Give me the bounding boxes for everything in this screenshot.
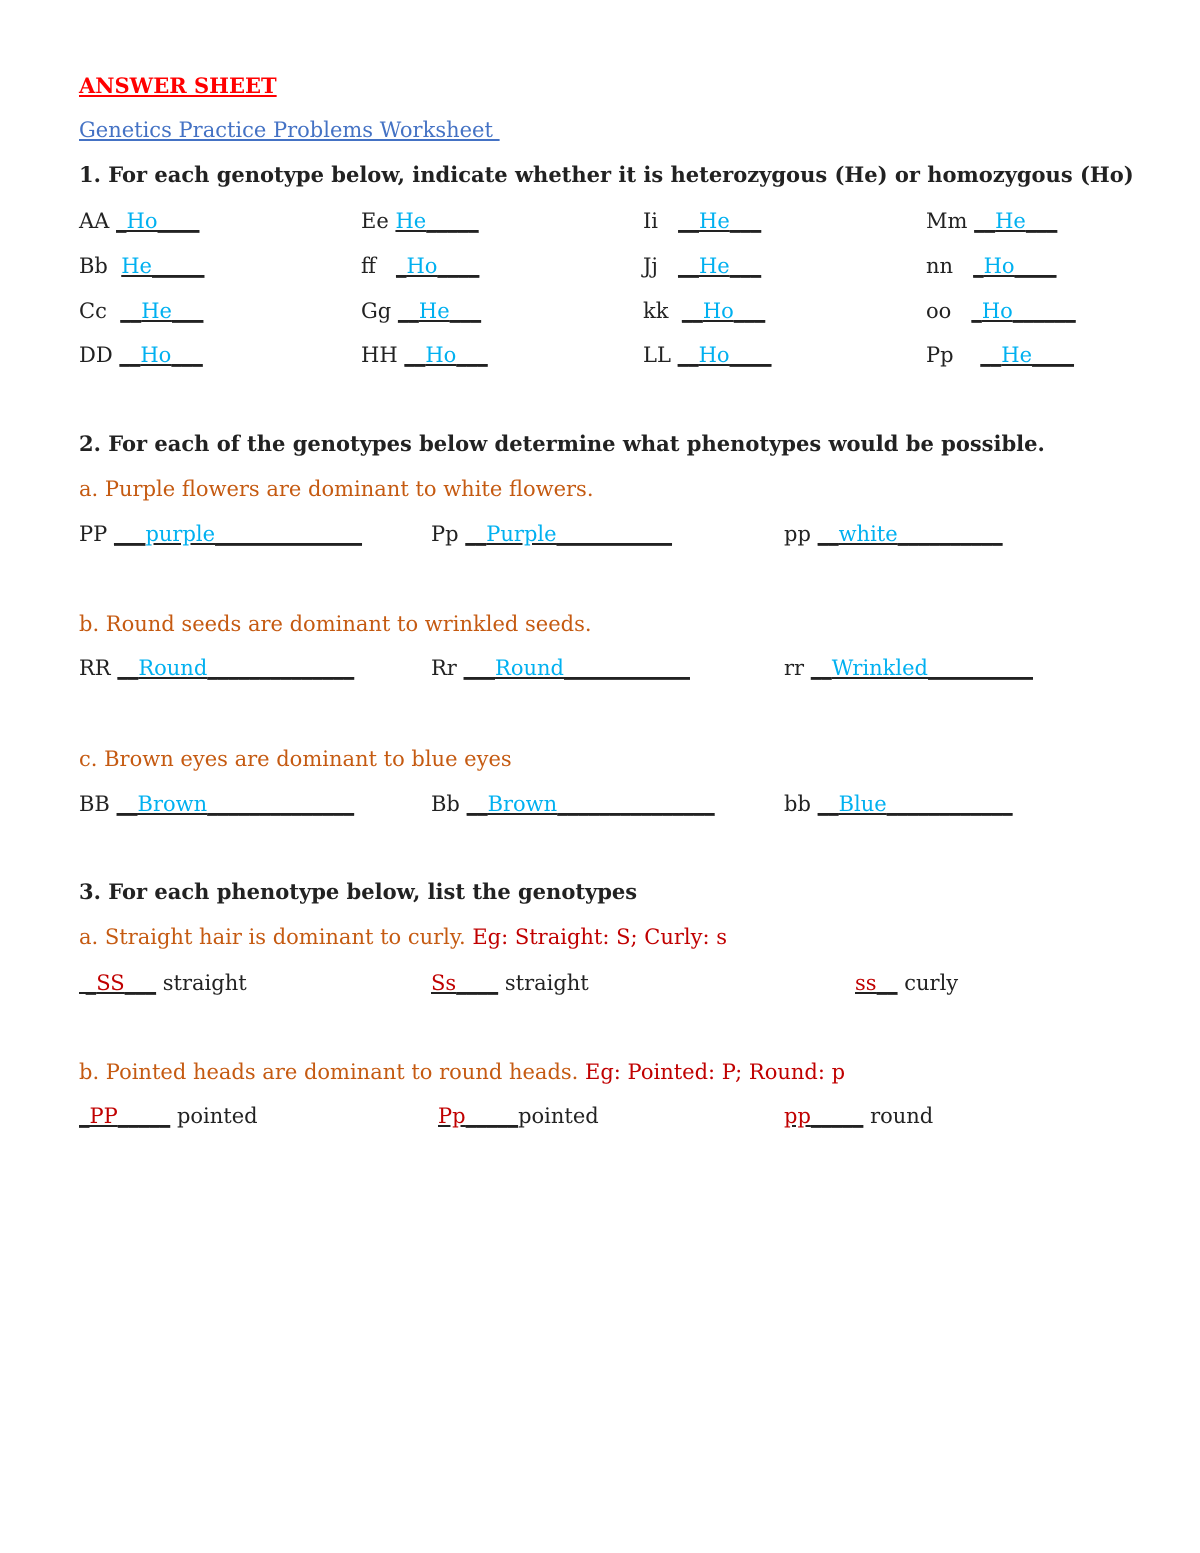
blank-post: ______	[1012, 299, 1076, 323]
blank-post: __	[876, 971, 898, 995]
answer: He	[698, 254, 730, 278]
q2a-answers	[0, 519, 1200, 549]
blank-pre: ___	[463, 656, 496, 680]
q1-item	[361, 296, 481, 326]
answer: He	[141, 299, 172, 323]
blank-post: ____________	[563, 656, 690, 680]
blank-pre: __	[119, 343, 141, 367]
blank-pre: __	[678, 209, 700, 233]
genotype: ff	[361, 254, 396, 278]
q1-item	[926, 251, 1057, 281]
answer: He	[395, 209, 427, 233]
worksheet-title: Genetics Practice Problems Worksheet	[79, 118, 500, 142]
blank-post: ___	[456, 343, 488, 367]
genotype: Bb	[79, 254, 122, 278]
answer-blank	[678, 209, 761, 233]
blank-pre: __	[817, 792, 839, 816]
blank-post: ____	[1014, 254, 1057, 278]
answer-blank	[855, 971, 898, 995]
q3-item	[431, 968, 589, 998]
q2-item	[784, 519, 1003, 549]
answer-blank	[431, 971, 498, 995]
q3-item	[79, 968, 247, 998]
blank-post: ____	[1032, 343, 1075, 367]
phenotype-label: curly	[897, 971, 959, 995]
q1-item	[79, 340, 203, 370]
q2-item	[431, 789, 715, 819]
answer-blank	[404, 343, 487, 367]
answer: white	[838, 522, 898, 546]
q2b-statement: b. Round seeds are dominant to wrinkled seeds.	[79, 612, 592, 636]
genotype: Pp	[431, 522, 466, 546]
q1-item	[79, 296, 203, 326]
blank-post: ___	[449, 299, 482, 323]
genotype: Rr	[431, 656, 464, 680]
answer-blank	[811, 656, 1033, 680]
blank-post: ___	[729, 209, 762, 233]
blank-post: ______________	[207, 656, 355, 680]
answer-blank	[784, 1104, 863, 1128]
answer-blank	[980, 343, 1074, 367]
blank-pre: __	[980, 343, 1002, 367]
q3a-answers	[0, 968, 1200, 998]
blank-post: _____	[117, 1104, 171, 1128]
blank-pre: _	[79, 1104, 90, 1128]
q1-item	[643, 251, 761, 281]
answer: He	[121, 254, 152, 278]
phenotype-label: pointed	[518, 1104, 599, 1128]
answer: Ho	[983, 254, 1015, 278]
answer-blank	[973, 254, 1056, 278]
blank-post: ___	[171, 299, 204, 323]
genotype: AA	[79, 209, 117, 233]
blank-post: _____	[465, 1104, 519, 1128]
q2-item	[79, 789, 354, 819]
blank-post: __________	[897, 522, 1003, 546]
genotype: pp	[784, 522, 818, 546]
answer: Brown	[137, 792, 208, 816]
q2b-statement-line	[0, 609, 1200, 639]
answer-sheet-heading: ANSWER SHEET	[79, 73, 277, 98]
genotype: rr	[784, 656, 811, 680]
q3a-statement-line	[0, 922, 1200, 952]
q1-item	[926, 296, 1076, 326]
answer: Ho	[140, 343, 172, 367]
answer: Ho	[981, 299, 1013, 323]
answer: Ho	[406, 254, 438, 278]
answer-blank	[678, 343, 772, 367]
answer-blank	[114, 522, 362, 546]
genotype: oo	[926, 299, 972, 323]
blank-pre: __	[677, 343, 699, 367]
answer: Wrinkled	[831, 656, 928, 680]
q3b-statement-line	[0, 1057, 1200, 1087]
phenotype-label: round	[863, 1104, 934, 1128]
q1-prompt: 1. For each genotype below, indicate whether it is heterozygous (He) or homozygous (Ho)	[79, 162, 1134, 187]
blank-post: ____________	[886, 792, 1013, 816]
q1-item	[79, 251, 204, 281]
q1-item	[643, 206, 761, 236]
q1-row-4	[0, 340, 1200, 370]
q2-item	[784, 789, 1013, 819]
q1-item	[643, 296, 765, 326]
blank-pre: _	[971, 299, 982, 323]
q2c-answers	[0, 789, 1200, 819]
genotype: DD	[79, 343, 120, 367]
q2-prompt: 2. For each of the genotypes below determine what phenotypes would be possible.	[79, 431, 1045, 456]
answer-blank	[971, 299, 1075, 323]
q3-item	[784, 1101, 933, 1131]
answer-blank	[818, 522, 1003, 546]
genotype: HH	[361, 343, 405, 367]
q3b-example: Eg: Pointed: P; Round: p	[585, 1060, 846, 1084]
answer: SS	[96, 971, 125, 995]
genotype: RR	[79, 656, 118, 680]
genotype: Cc	[79, 299, 121, 323]
answer-blank	[682, 299, 765, 323]
answer-blank	[79, 1104, 170, 1128]
genotype: PP	[79, 522, 114, 546]
answer-blank	[79, 971, 156, 995]
q3-prompt: 3. For each phenotype below, list the genotypes	[79, 879, 638, 904]
answer: Blue	[838, 792, 887, 816]
q1-item	[926, 340, 1074, 370]
q2a-statement-line	[0, 474, 1200, 504]
blank-post: ___	[171, 343, 203, 367]
answer-blank	[465, 522, 672, 546]
answer-blank	[117, 792, 355, 816]
phenotype-label: pointed	[170, 1104, 258, 1128]
phenotype-label: straight	[156, 971, 247, 995]
genotype: Ii	[643, 209, 679, 233]
genotype: Pp	[926, 343, 981, 367]
blank-post: _______________	[557, 792, 715, 816]
answer-blank	[119, 343, 202, 367]
q3-item	[79, 1101, 258, 1131]
blank-post: ___	[124, 971, 157, 995]
answer-blank	[467, 792, 715, 816]
answer: Ss	[431, 971, 457, 995]
answer: Ho	[702, 299, 734, 323]
blank-pre: _	[79, 971, 97, 995]
genotype: Ee	[361, 209, 396, 233]
blank-pre: __	[810, 656, 832, 680]
answer-sheet-line	[0, 71, 1200, 101]
blank-pre: __	[397, 299, 419, 323]
blank-pre: __	[116, 792, 138, 816]
answer: purple	[145, 522, 216, 546]
q1-item	[643, 340, 772, 370]
blank-pre: __	[117, 656, 139, 680]
worksheet-title-line	[0, 115, 1200, 145]
q2-item	[79, 519, 362, 549]
blank-post: _____	[151, 254, 205, 278]
genotype: BB	[79, 792, 117, 816]
q2c-statement-line	[0, 744, 1200, 774]
blank-post: ____	[437, 254, 480, 278]
blank-post: ____	[157, 209, 200, 233]
answer-blank	[464, 656, 690, 680]
q3a-statement-wrap	[79, 922, 727, 952]
blank-post: __________	[928, 656, 1033, 680]
genotype: Jj	[643, 254, 678, 278]
phenotype-label: straight	[498, 971, 589, 995]
q1-row-3	[0, 296, 1200, 326]
blank-post: ____	[456, 971, 499, 995]
blank-post: ______________	[215, 522, 363, 546]
blank-pre: __	[817, 522, 839, 546]
blank-post: _____	[810, 1104, 864, 1128]
answer-blank	[121, 254, 204, 278]
answer-blank	[398, 299, 481, 323]
answer: Purple	[486, 522, 557, 546]
genotype: Mm	[926, 209, 975, 233]
answer-blank	[974, 209, 1057, 233]
q2-item	[784, 653, 1033, 683]
answer: PP	[89, 1104, 118, 1128]
answer-blank	[120, 299, 203, 323]
blank-post: ___	[733, 299, 766, 323]
blank-post: _____	[426, 209, 479, 233]
blank-pre: _	[395, 254, 407, 278]
answer: Round	[495, 656, 564, 680]
q3b-statement: b. Pointed heads are dominant to round heads.	[79, 1060, 586, 1084]
blank-pre: __	[681, 299, 703, 323]
answer: He	[995, 209, 1026, 233]
genotype: Gg	[361, 299, 398, 323]
q2a-statement: a. Purple flowers are dominant to white flowers.	[79, 477, 594, 501]
q2-prompt-line	[0, 429, 1200, 459]
q2b-answers	[0, 653, 1200, 683]
q3-item	[438, 1101, 599, 1131]
blank-pre: __	[120, 299, 142, 323]
answer: He	[699, 209, 730, 233]
genotype: bb	[784, 792, 818, 816]
blank-post: ___________	[556, 522, 673, 546]
q3-prompt-line	[0, 877, 1200, 907]
genotype: kk	[643, 299, 682, 323]
genotype: Bb	[431, 792, 467, 816]
answer-blank	[395, 209, 478, 233]
genotype: nn	[926, 254, 974, 278]
answer: Ho	[698, 343, 730, 367]
q2-item	[431, 519, 672, 549]
q1-row-2	[0, 251, 1200, 281]
q2-item	[79, 653, 354, 683]
q1-item	[361, 340, 488, 370]
blank-post: ______________	[207, 792, 355, 816]
answer: pp	[784, 1104, 811, 1128]
blank-pre: __	[677, 254, 699, 278]
answer: Brown	[487, 792, 558, 816]
answer: Pp	[438, 1104, 466, 1128]
blank-pre: ___	[113, 522, 146, 546]
answer: He	[1001, 343, 1033, 367]
q3-item	[855, 968, 958, 998]
answer-blank	[678, 254, 761, 278]
q1-item	[361, 251, 479, 281]
blank-pre: _	[973, 254, 984, 278]
blank-post: ___	[1025, 209, 1058, 233]
q1-prompt-line	[0, 160, 1200, 190]
q3a-statement: a. Straight hair is dominant to curly.	[79, 925, 473, 949]
blank-pre: __	[465, 522, 487, 546]
blank-pre: _	[116, 209, 127, 233]
q3b-answers	[0, 1101, 1200, 1131]
q3a-example: Eg: Straight: S; Curly: s	[472, 925, 727, 949]
answer-blank	[438, 1104, 518, 1128]
q3b-statement-wrap	[79, 1057, 845, 1087]
answer: Round	[138, 656, 208, 680]
q1-item	[79, 206, 199, 236]
answer-blank	[396, 254, 479, 278]
q1-row-1	[0, 206, 1200, 236]
answer: He	[418, 299, 450, 323]
q2-item	[431, 653, 690, 683]
q2c-statement: c. Brown eyes are dominant to blue eyes	[79, 747, 512, 771]
answer: ss	[855, 971, 877, 995]
answer: Ho	[126, 209, 158, 233]
answer-blank	[117, 656, 354, 680]
q1-item	[361, 206, 479, 236]
blank-post: ___	[729, 254, 762, 278]
blank-post: ____	[729, 343, 772, 367]
answer-blank	[818, 792, 1013, 816]
answer-blank	[116, 209, 199, 233]
blank-pre: __	[974, 209, 996, 233]
q1-item	[926, 206, 1057, 236]
blank-pre: __	[466, 792, 488, 816]
genotype: LL	[643, 343, 678, 367]
blank-pre: __	[404, 343, 426, 367]
answer: Ho	[425, 343, 457, 367]
